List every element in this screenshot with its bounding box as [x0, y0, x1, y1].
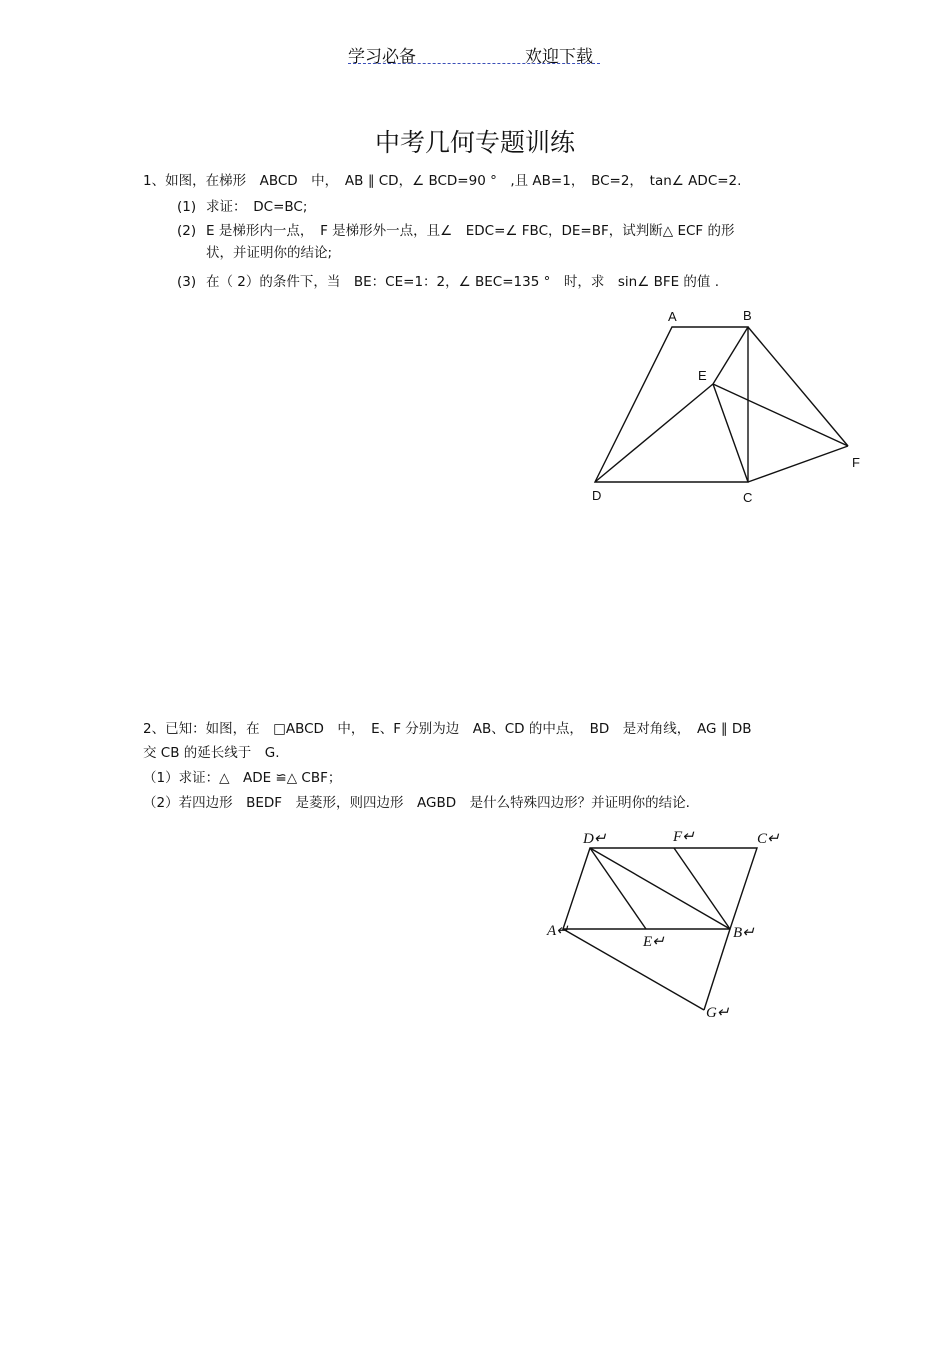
segment-db	[590, 848, 730, 929]
q1-part2-num: (2)	[177, 223, 197, 239]
label-c: C↵	[757, 831, 780, 847]
segment-de	[590, 848, 646, 929]
label-c: C	[743, 490, 753, 505]
q1-part2-text-cont: 状，并证明你的结论;	[206, 245, 333, 261]
q1-part3-text: 在（ 2）的条件下，当 BE：CE=1：2，∠ BEC=135 ° 时，求 sin∠ BFE 的值 .	[206, 274, 720, 290]
header-right: 欢迎下载	[525, 47, 593, 67]
label-d: D	[592, 488, 602, 503]
segment-ag	[563, 929, 704, 1010]
q2-part2: （2）若四边形 BEDF 是菱形，则四边形 AGBD 是什么特殊四边形？并证明你的结论.	[143, 795, 690, 811]
label-f: F↵	[673, 829, 695, 845]
q1-part1-text: 求证： DC=BC;	[206, 199, 308, 215]
page-title: 中考几何专题训练	[374, 128, 575, 157]
q2-part1: （1）求证：△ ADE ≌△ CBF；	[143, 770, 342, 786]
label-b: B↵	[733, 925, 755, 941]
header-left: 学习必备	[348, 47, 416, 67]
label-e: E↵	[643, 934, 665, 950]
label-a: A↵	[547, 923, 569, 939]
segment-bg	[704, 929, 730, 1010]
label-g: G↵	[706, 1005, 730, 1021]
q1-stem: 1、如图，在梯形 ABCD 中， AB ∥ CD，∠ BCD=90 ° ,且 AB=1， BC=2， tan∠ ADC=2.	[143, 173, 742, 189]
q2-stem-line1: 2、已知：如图，在 □ABCD 中， E、F 分别为边 AB、CD 的中点， BD 是对角线， AG ∥ DB	[143, 721, 752, 737]
label-a: A	[668, 309, 677, 324]
label-b: B	[743, 308, 752, 323]
segment-fb	[674, 848, 730, 929]
label-e: E	[698, 368, 707, 383]
q1-part1-num: (1)	[177, 199, 197, 215]
label-d: D↵	[583, 831, 607, 847]
q1-part2-text: E 是梯形内一点， F 是梯形外一点，且∠ EDC=∠ FBC，DE=BF，试判断△ ECF 的形	[206, 223, 735, 239]
label-f: F	[852, 455, 860, 470]
q2-stem-line2: 交 CB 的延长线于 G.	[143, 745, 280, 761]
q1-part3-num: (3)	[177, 274, 197, 290]
